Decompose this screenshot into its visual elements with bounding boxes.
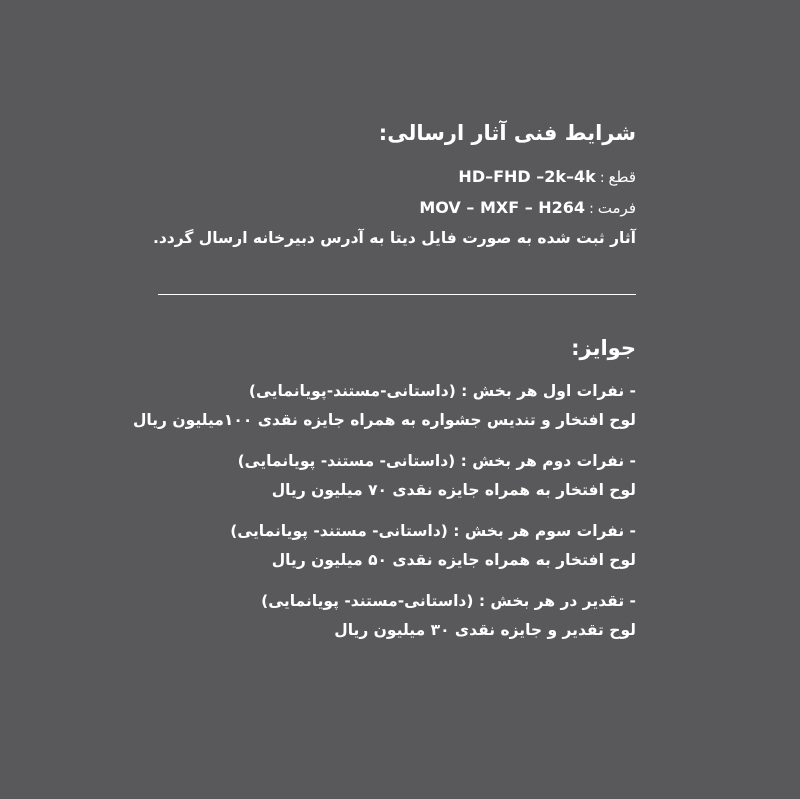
prize-recipients: - تقدیر در هر بخش : (داستانی-مستند- پویانمایی) (261, 592, 636, 610)
prize-award: لوح افتخار به همراه جایزه نقدی ۵۰ میلیون ریال (271, 551, 636, 569)
spec-row-size (158, 162, 636, 193)
spec-separator: : (589, 201, 594, 217)
prize-award: لوح افتخار به همراه جایزه نقدی ۷۰ میلیون ریال (271, 481, 636, 499)
prize-award: لوح افتخار و تندیس جشواره به همراه جایزه نقدی ۱۰۰میلیون ریال (132, 411, 636, 429)
prize-item-honorable (158, 587, 636, 645)
specs-title: شرایط فنی آثار ارسالی: (378, 121, 636, 145)
document-body (132, 118, 636, 657)
prize-recipients: - نفرات دوم هر بخش : (داستانی- مستند- پویانمایی) (237, 452, 636, 470)
section-divider (158, 294, 636, 295)
spec-row-format (158, 193, 636, 224)
prizes-title: جوایز: (571, 336, 636, 360)
prize-item-third (158, 517, 636, 575)
spec-value-format: MOV – MXF – H264 (419, 198, 586, 217)
spec-value-size: HD–FHD –2k–4k (458, 167, 596, 186)
prize-item-second (158, 447, 636, 505)
spec-label-size: قطع (608, 168, 636, 186)
technical-specs-section (152, 118, 636, 253)
submission-note: آثار ثبت شده به صورت فایل دیتا به آدرس دبیرخانه ارسال گردد. (152, 229, 636, 247)
prize-recipients: - نفرات سوم هر بخش : (داستانی- مستند- پویانمایی) (230, 522, 636, 540)
prizes-section (132, 333, 636, 645)
prize-award: لوح تقدیر و جایزه نقدی ۳۰ میلیون ریال (334, 621, 636, 639)
prize-item-first (132, 377, 636, 435)
spec-separator: : (599, 170, 605, 186)
prize-recipients: - نفرات اول هر بخش : (داستانی-مستند-پویانمایی) (248, 382, 636, 400)
spec-label-format: فرمت (597, 199, 636, 217)
